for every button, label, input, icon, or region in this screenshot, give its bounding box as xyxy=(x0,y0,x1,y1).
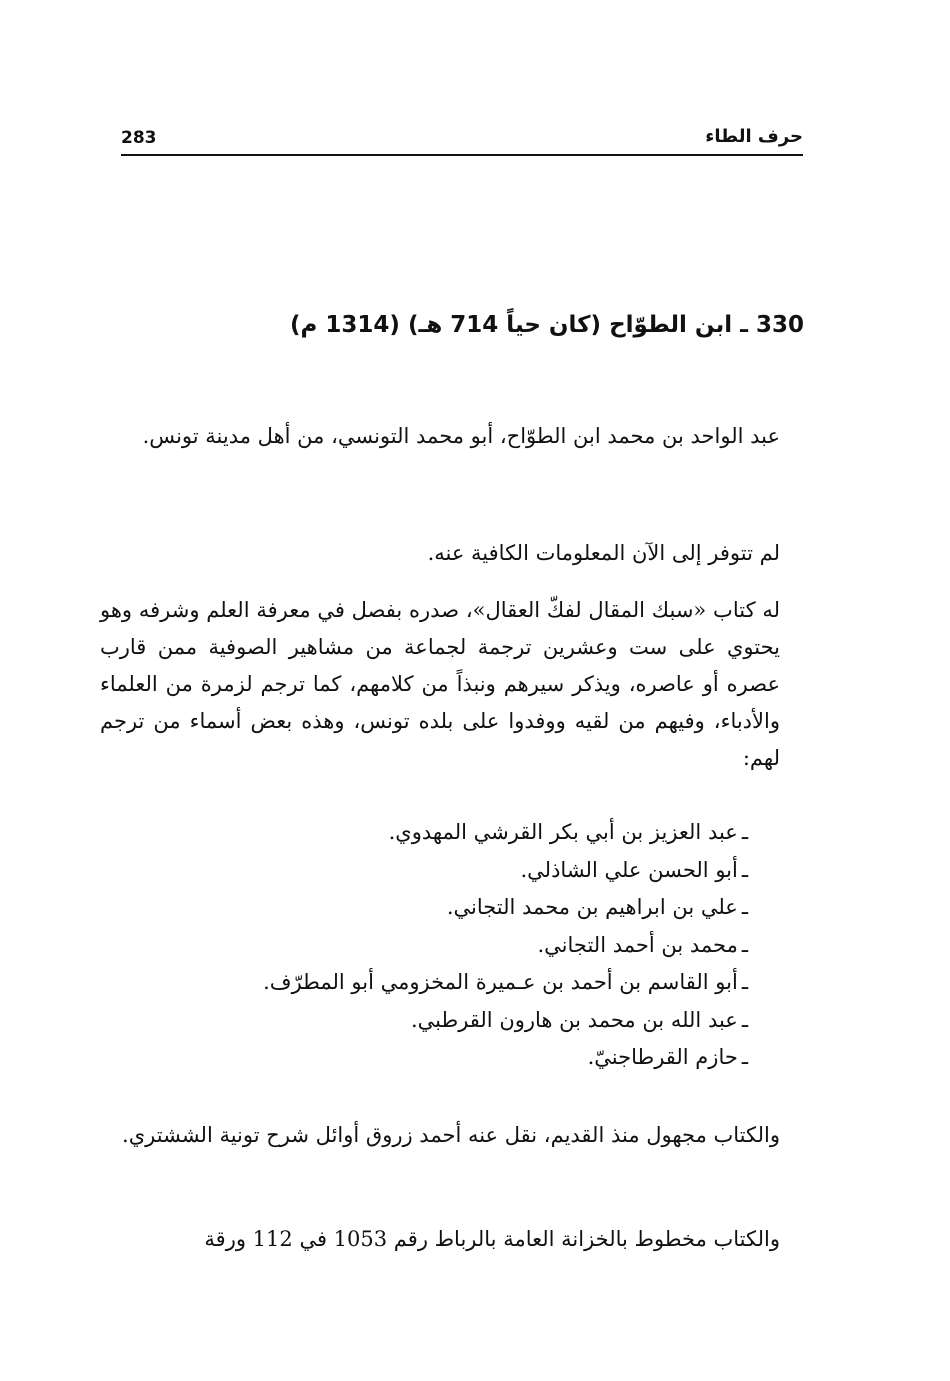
list-item xyxy=(148,1002,748,1040)
list-item-text: أبو الحسن علي الشاذلي. xyxy=(520,857,738,882)
entry-heading: 330 ـ ابن الطوّاح (كان حياً 714 هـ) (1314 م) xyxy=(290,312,804,338)
paragraph-info-note: لم تتوفر إلى الآن المعلومات الكافية عنه. xyxy=(427,541,780,565)
list-dash: ـ xyxy=(741,1007,748,1032)
list-item-text: محمد بن أحمد التجاني. xyxy=(537,932,738,957)
running-title: حرف الطاء xyxy=(705,126,803,147)
list-item-text: عبد الله بن محمد بن هارون القرطبي. xyxy=(410,1007,738,1032)
list-dash: ـ xyxy=(741,970,748,994)
page-header xyxy=(121,118,803,156)
list-item xyxy=(148,852,748,890)
paragraph-identity: عبد الواحد بن محمد ابن الطوّاح، أبو محمد التونسي، من أهل مدينة تونس. xyxy=(142,424,780,448)
list-dash: ـ xyxy=(741,895,748,919)
list-item xyxy=(148,1039,748,1077)
list-dash: ـ xyxy=(741,1045,748,1069)
list-dash: ـ xyxy=(741,820,748,844)
paragraph-book-status: والكتاب مجهول منذ القديم، نقل عنه أحمد زروق أوائل شرح تونية الششتري. xyxy=(122,1123,780,1147)
list-item xyxy=(148,927,748,965)
list-item xyxy=(148,814,748,852)
list-item-text: عبد العزيز بن أبي بكر القرشي المهدوي. xyxy=(388,820,738,844)
list-item xyxy=(148,889,748,927)
paragraph-book-description: له كتاب «سبك المقال لفكّ العقال»، صدره بفصل في معرفة العلم وشرفه وهو يحتوي على ست وعشرين ترجمة لجماعة من مشاهير الصوفية ممن قارب عصره أو عاصره، ويذكر سيرهم ونبذاً من كلامهم، كما ترجم لزمرة من العلماء والأدباء، وفيهم من لقيه ووفدوا على بلده تونس، وهذه بعض أسماء من ترجم لهم: xyxy=(100,598,780,770)
list-item-text: علي بن ابراهيم بن محمد التجاني. xyxy=(446,895,738,919)
biographies-list xyxy=(148,814,748,1077)
list-item-text: أبو القاسم بن أحمد بن عـميرة المخزومي أبو المطرّف. xyxy=(263,970,738,994)
list-item-text: حازم القرطاجنيّ. xyxy=(587,1045,738,1069)
paragraph-manuscript-location: والكتاب مخطوط بالخزانة العامة بالرباط رقم 1053 في 112 ورقة xyxy=(204,1227,780,1251)
list-dash: ـ xyxy=(741,932,748,957)
list-item xyxy=(148,964,748,1002)
page-number: 283 xyxy=(121,128,157,148)
list-dash: ـ xyxy=(741,857,748,882)
